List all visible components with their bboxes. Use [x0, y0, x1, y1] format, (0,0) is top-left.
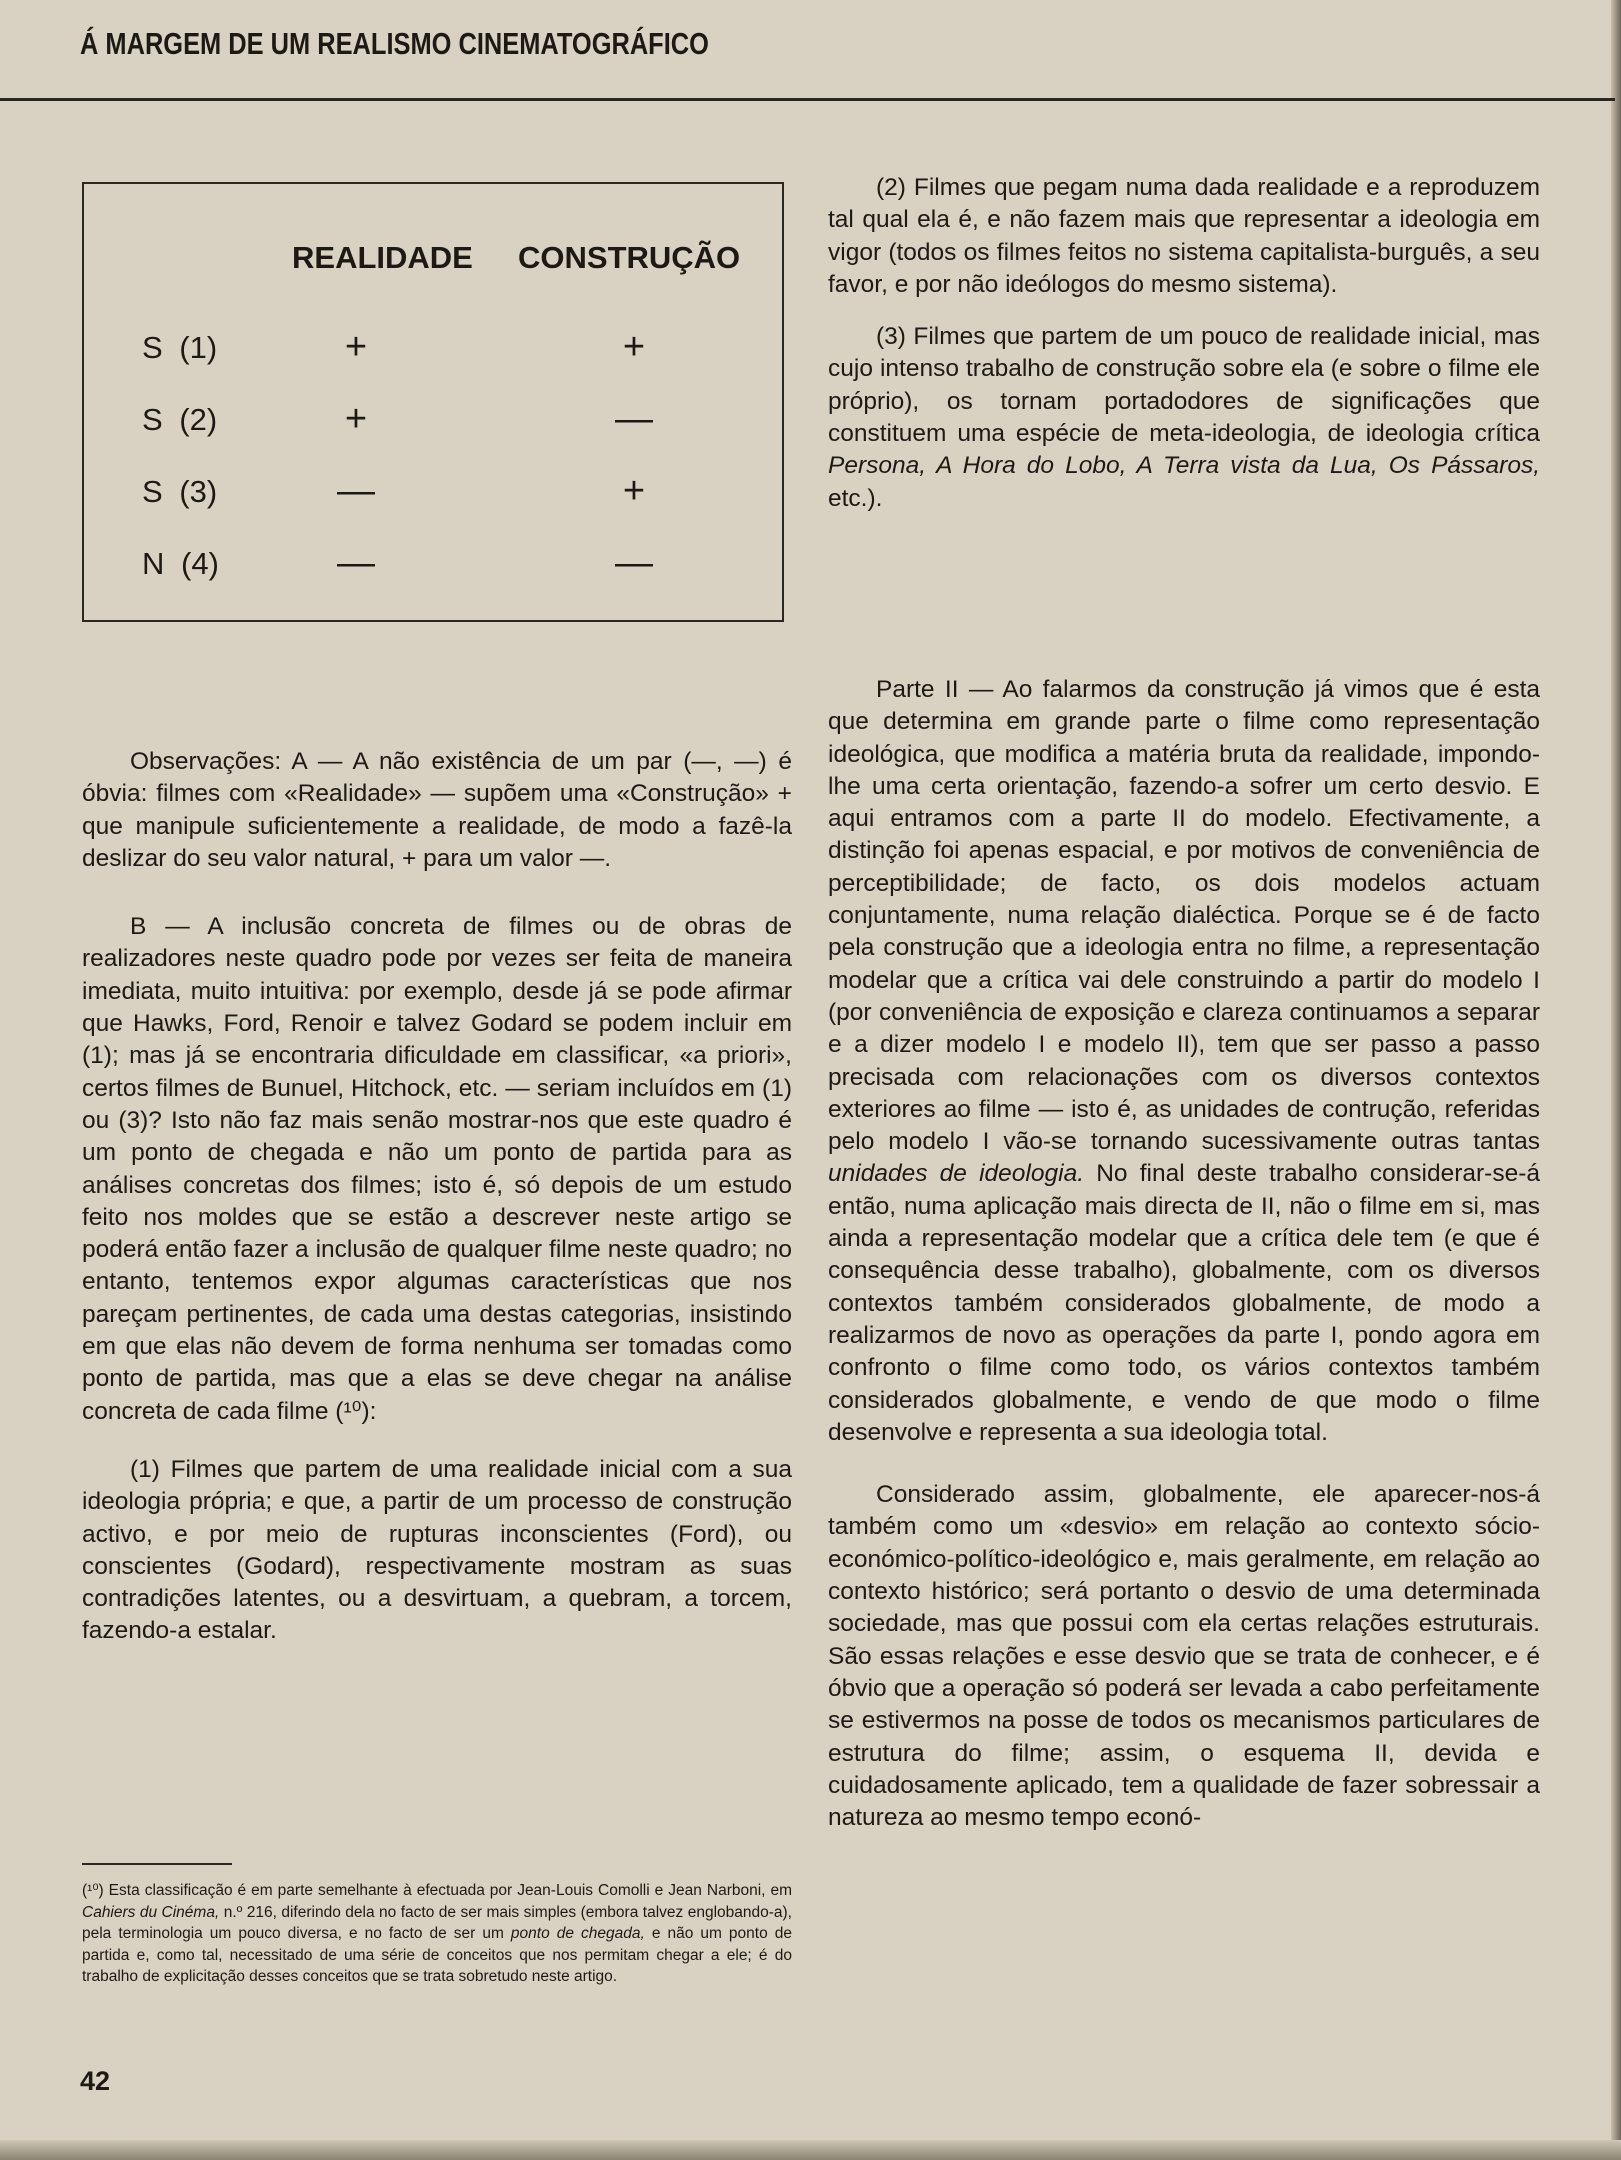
paragraph-observacoes: Observações: A — A não existência de um par (—, —) é óbvia: filmes com «Realidade» — supõem uma «Construção» + que manipule suficientemente a realidade, de modo a fazê-la deslizar do seu valor natural, + para um valor —.: [82, 748, 792, 872]
row-label-s1: S (1): [142, 330, 218, 365]
model-table: [82, 182, 784, 622]
row-label-s2: S (2): [142, 402, 218, 437]
paragraph-type-3-text: (3) Filmes que partem de um pouco de realidade inicial, mas cujo intenso trabalho de construção sobre ela (e sobre o filme ele próprio), os tornam portadodores de significações que constituem uma espécie de meta-ideologia, de ideologia crítica: [828, 323, 1540, 448]
paragraph-parte-2: [828, 674, 1540, 1449]
paragraph-b: B — A inclusão concreta de filmes ou de obras de realizadores neste quadro pode por vezes ser feita de maneira imediata, muito intuitiva: por exemplo, desde já se pode afirmar que Hawks, Ford, Renoir e talvez Godard se podem incluir em (1); mas já se encontraria dificuldade em classificar, «a priori», certos filmes de Bunuel, Hitchock, etc. — seriam incluídos em (1) ou (3)? Isto não faz mais senão mostrar-nos que este quadro é um ponto de chegada e não um ponto de partida para as análises concretas dos filmes; isto é, só depois de um estudo feito nos moldes que se estão a descrever neste artigo se poderá então fazer a inclusão de qualquer filme neste quadro; no entanto, tentemos expor algumas características que nos pareçam pertinentes, de cada uma destas categorias, insistindo em que elas não devem de forma nenhuma ser tomadas como ponto de partida, mas que a elas se deve chegar na análise concreta de cada filme (¹⁰):: [82, 913, 792, 1425]
sign-construcao-3: +: [622, 470, 646, 512]
paragraph-type-3-tail: etc.).: [828, 484, 883, 512]
paragraph-type-2: (2) Filmes que pegam numa dada realidade e a reproduzem tal qual ela é, e não fazem mais que representar a ideologia em vigor (todos os filmes feitos no sistema capitalista-burguês, a seu favor, e por não ideólogos do mesmo sistema).: [828, 174, 1540, 298]
page-number: 42: [80, 2066, 111, 2096]
row-label-s3: S (3): [142, 474, 218, 509]
footnote-text: (¹⁰) Esta classificação é em parte semelhante à efectuada por Jean-Louis Comolli e Jean Narboni, em: [82, 1882, 792, 1899]
column-header-realidade: REALIDADE: [292, 240, 473, 275]
sign-realidade-4: —: [337, 542, 375, 584]
emphasis-unidades: unidades de ideologia.: [828, 1160, 1085, 1188]
footnote-text-mid: n.º 216, diferindo dela no facto de ser mais simples (embora talvez englobando-a), pela terminologia um pouco diversa, e no facto de ser um: [82, 1903, 792, 1942]
film-titles: Persona, A Hora do Lobo, A Terra vista da Lua, Os Pássaros,: [828, 452, 1540, 480]
paragraph-considerado: Considerado assim, globalmente, ele aparecer-nos-á também como um «desvio» em relação ao contexto sócio-económico-político-ideológico e, mais geralmente, em relação ao contexto histórico; será portanto o desvio de uma determinada sociedade, mas que possui com ela certas relações estruturais. São essas relações e esse desvio que se trata de conhecer, e é óbvio que a operação só poderá ser levada a cabo perfeitamente se estivermos na posse de todos os mecanismos particulares de estrutura do filme; assim, o esquema II, devida e cuidadosamente aplicado, tem a qualidade de fazer sobressair a natureza ao mesmo tempo econó-: [828, 1481, 1540, 1832]
sign-construcao-1: +: [622, 326, 646, 368]
sign-realidade-1: +: [344, 326, 368, 368]
sign-construcao-4: —: [615, 542, 653, 584]
footnote-rule: [82, 1863, 232, 1865]
right-column-main: [828, 674, 1540, 1834]
left-column: [82, 746, 792, 1648]
page-bottom-edge: [0, 2140, 1621, 2160]
column-header-construcao: CONSTRUÇÃO: [518, 240, 741, 275]
running-header: Á MARGEM DE UM REALISMO CINEMATOGRÁFICO: [80, 26, 709, 61]
footnote: [82, 1880, 792, 1988]
row-label-n4: N (4): [142, 546, 219, 581]
right-column-top: [828, 172, 1540, 515]
page-edge-shadow: [1611, 0, 1621, 2160]
sign-realidade-2: +: [344, 398, 368, 440]
paragraph-type-3: [828, 321, 1540, 515]
sign-realidade-3: —: [337, 470, 375, 512]
paragraph-parte-2-text: Parte II — Ao falarmos da construção já vimos que é esta que determina em grande parte o filme como representação ideológica, que modifica a matéria bruta da realidade, impondo-lhe uma certa orientação, fazendo-a sofrer um certo desvio. E aqui entramos com a parte II do modelo. Efectivamente, a distinção foi apenas espacial, e por motivos de conveniência de perceptibilidade; de facto, os dois modelos actuam conjuntamente, numa relação dialéctica. Porque se é de facto pela construção que a ideologia entra no filme, a representação modelar que a crítica vai dele construindo a partir do modelo I (por conveniência de exposição e clareza continuamos a separar e a dizer modelo I e modelo II), tem que ser passo a passo precisada com relacionações com os diversos contextos exteriores ao filme — isto é, as unidades de contrução, referidas pelo modelo I vão-se tornando sucessivamente outras tantas: [828, 676, 1540, 1156]
paragraph-type-1: (1) Filmes que partem de uma realidade inicial com a sua ideologia própria; e que, a partir de um processo de construção activo, e por meio de rupturas inconscientes (Ford), ou conscientes (Godard), respectivamente mostram as suas contradições latentes, ou a desvirtuam, a quebram, a torcem, fazendo-a estalar.: [82, 1455, 792, 1645]
footnote-journal: Cahiers du Cinéma,: [82, 1903, 220, 1921]
header-rule: [0, 98, 1615, 101]
footnote-emphasis: ponto de chegada,: [510, 1925, 645, 1942]
footnote-text-tail: e não um ponto de partida e, como tal, necessitado de uma série de conceitos que nos permitam chegar a ele; é do trabalho de explicitação desses conceitos que se trata sobretudo neste artigo.: [82, 1925, 792, 1985]
paragraph-parte-2-tail: No final deste trabalho considerar-se-á então, numa aplicação mais directa de II, não o filme em si, mas ainda a representação modelar que a crítica dele tem (e que é consequência desse trabalho), globalmente, com os diversos contextos também considerados globalmente, de modo a realizarmos de novo as operações da parte I, pondo agora em confronto o filme como todo, os vários contextos também considerados globalmente, e vendo de que modo o filme desenvolve e representa a sua ideologia total.: [828, 1160, 1540, 1446]
sign-construcao-2: —: [615, 398, 653, 440]
